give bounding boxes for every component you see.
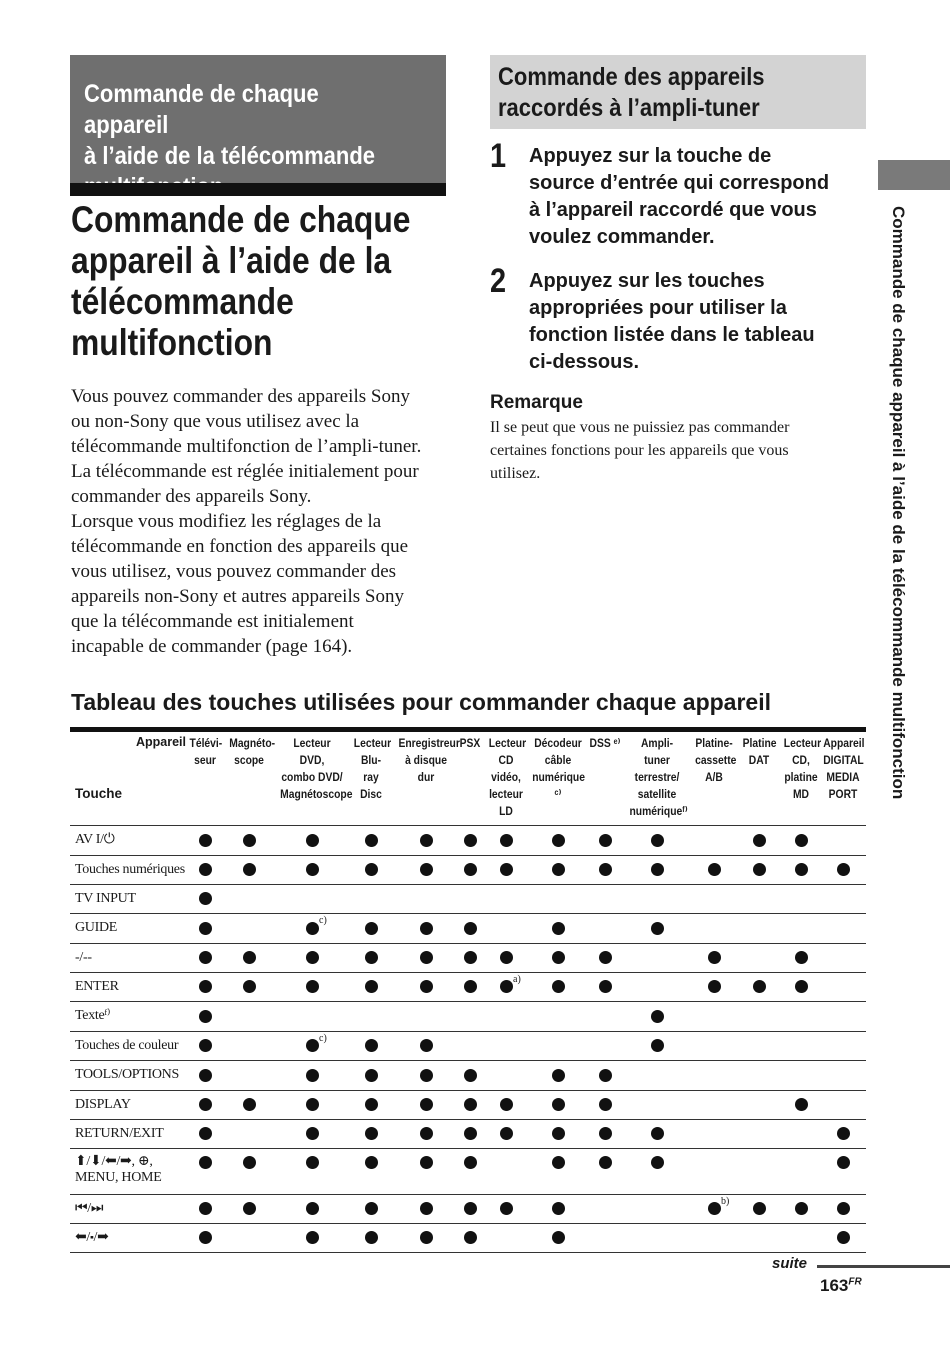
column-header: Décodeur câble numérique ᶜ⁾ [532, 736, 585, 801]
support-dot [837, 863, 850, 876]
table-title: Tableau des touches utilisées pour commander chaque appareil [71, 689, 771, 715]
support-dot [420, 1069, 433, 1082]
row-divider [70, 855, 866, 856]
support-dot [306, 1156, 319, 1169]
row-label: Texteᶠ⁾ [75, 1008, 111, 1023]
support-dot [795, 1202, 808, 1215]
support-dot [500, 863, 513, 876]
support-dot [753, 980, 766, 993]
row-divider [70, 1223, 866, 1224]
support-dot [753, 834, 766, 847]
support-dot [464, 1069, 477, 1082]
support-dot [795, 1098, 808, 1111]
support-dot [795, 834, 808, 847]
column-header: Lecteur CD, platine MD [783, 736, 822, 801]
support-dot [500, 951, 513, 964]
support-dot [306, 834, 319, 847]
support-dot [500, 1202, 513, 1215]
row-divider [70, 1119, 866, 1120]
table-top-rule [70, 727, 866, 732]
support-dot [199, 1069, 212, 1082]
support-dot [599, 1098, 612, 1111]
support-dot [753, 1202, 766, 1215]
support-dot [552, 1127, 565, 1140]
support-dot [365, 1127, 378, 1140]
support-dot [651, 1127, 664, 1140]
support-dot [306, 922, 319, 935]
row-label: RETURN/EXIT [75, 1125, 164, 1141]
support-dot [365, 1069, 378, 1082]
support-dot [420, 834, 433, 847]
support-dot [795, 980, 808, 993]
support-dot [243, 980, 256, 993]
row-label: ⬅/⬝/➡ [75, 1229, 109, 1245]
support-dot [306, 1127, 319, 1140]
support-dot [500, 1127, 513, 1140]
row-label: DISPLAY [75, 1096, 131, 1112]
footnote-mark: c) [319, 1032, 327, 1044]
column-header: DSS ᵉ⁾ [589, 736, 621, 750]
footnote-mark: a) [513, 973, 521, 985]
row-label: Touches numériques [75, 861, 185, 877]
section-header-title: Commande de chaque appareil à l’aide de la télécommande [84, 80, 376, 170]
support-dot [306, 1231, 319, 1244]
support-dot [199, 980, 212, 993]
chapter-side-label: Commande de chaque appareil à l’aide de la télécommande multifonction [889, 206, 908, 800]
row-label: TV INPUT [75, 890, 136, 906]
footnote-mark: c) [319, 915, 327, 926]
continued-label: suite [772, 1255, 808, 1272]
support-dot [306, 1069, 319, 1082]
support-dot [464, 1127, 477, 1140]
support-dot [552, 951, 565, 964]
support-dot [795, 951, 808, 964]
support-dot [365, 922, 378, 935]
column-header: Platine- cassette A/B [695, 736, 737, 784]
column-header: Lecteur Blu-ray Disc [353, 736, 392, 801]
row-divider [70, 1194, 866, 1195]
support-dot [500, 980, 513, 993]
support-dot [651, 1010, 664, 1023]
page-number-suffix: FR [848, 1276, 862, 1288]
support-dot [708, 980, 721, 993]
support-dot [708, 951, 721, 964]
support-dot [420, 1202, 433, 1215]
row-label: AV I/⏻ [75, 832, 115, 847]
support-dot [199, 1231, 212, 1244]
support-dot [552, 1202, 565, 1215]
support-dot [420, 951, 433, 964]
row-divider [70, 1148, 866, 1149]
support-dot [243, 951, 256, 964]
support-dot [365, 1231, 378, 1244]
support-dot [599, 951, 612, 964]
support-dot [464, 1098, 477, 1111]
support-dot [464, 834, 477, 847]
support-dot [365, 980, 378, 993]
support-dot [199, 1098, 212, 1111]
support-dot [795, 863, 808, 876]
support-dot [552, 1156, 565, 1169]
support-dot [306, 1039, 319, 1052]
support-dot [365, 1098, 378, 1111]
header-touche: Touche [75, 786, 122, 801]
column-header: Enregistreur à disque dur [398, 736, 460, 784]
support-dot [420, 1231, 433, 1244]
support-dot [500, 834, 513, 847]
page-number [820, 1276, 862, 1296]
column-header: Télévi- seur [189, 736, 223, 767]
support-dot [552, 1098, 565, 1111]
support-dot [243, 1098, 256, 1111]
support-dot [306, 980, 319, 993]
page-title: Commande de chaque appareil à l’aide de la télécommande multifonction [71, 199, 411, 363]
support-dot [464, 863, 477, 876]
row-divider [70, 1001, 866, 1002]
support-dot [420, 1098, 433, 1111]
row-label: GUIDE [75, 920, 118, 935]
note-text: Il se peut que vous ne puissiez pas commander certaines fonctions pour les appareils que vous utilisez. [490, 419, 790, 482]
subsection-header-box [490, 55, 866, 129]
row-label: ⬆/⬇/⬅/➡, ⊕, MENU, HOME [75, 1154, 162, 1185]
support-dot [306, 863, 319, 876]
row-divider [70, 1031, 866, 1032]
column-header: Magnéto- scope [229, 736, 276, 767]
support-dot [199, 1127, 212, 1140]
column-header: PSX [459, 736, 481, 750]
support-dot [651, 1039, 664, 1052]
support-dot [243, 1202, 256, 1215]
row-divider [70, 825, 866, 826]
support-dot [837, 1202, 850, 1215]
support-dot [420, 922, 433, 935]
support-dot [199, 863, 212, 876]
support-dot [365, 1202, 378, 1215]
step-number: 2 [490, 262, 507, 300]
support-dot [420, 863, 433, 876]
table-bottom-rule [70, 1252, 866, 1253]
support-dot [199, 834, 212, 847]
row-label: Touches de couleur [75, 1037, 179, 1053]
support-dot [199, 1202, 212, 1215]
note-heading: Remarque [490, 392, 583, 413]
row-divider [70, 972, 866, 973]
support-dot [199, 922, 212, 935]
page-number-value: 163 [820, 1276, 849, 1295]
support-dot [464, 951, 477, 964]
support-dot [599, 834, 612, 847]
support-dot [464, 922, 477, 935]
row-divider [70, 1060, 866, 1061]
column-header: Ampli-tuner terrestre/ satellite numériqueᶠ⁾ [629, 736, 688, 818]
column-header: Appareil DIGITAL MEDIA PORT [823, 736, 865, 801]
support-dot [753, 863, 766, 876]
row-label: TOOLS/OPTIONS [75, 1067, 179, 1082]
section-header-box [70, 55, 446, 183]
support-dot [243, 1156, 256, 1169]
footnote-mark: b) [721, 1195, 730, 1207]
support-dot [599, 863, 612, 876]
support-dot [365, 1039, 378, 1052]
row-divider [70, 1090, 866, 1091]
support-dot [552, 922, 565, 935]
support-dot [552, 834, 565, 847]
support-dot [464, 1156, 477, 1169]
support-dot [365, 951, 378, 964]
support-dot [243, 863, 256, 876]
support-dot [420, 980, 433, 993]
support-dot [199, 892, 212, 905]
support-dot [708, 1202, 721, 1215]
support-dot [599, 1127, 612, 1140]
step-text: Appuyez sur la touche de source d’entrée qui correspond à l’appareil raccordé que vous voulez commander. [529, 145, 830, 248]
column-header: Lecteur CD vidéo, lecteur LD [488, 736, 527, 818]
step-text: Appuyez sur les touches appropriées pour utiliser la fonction listée dans le tableau ci-dessous. [529, 270, 815, 373]
support-dot [199, 1010, 212, 1023]
subsection-title: Commande des appareils raccordés à l’ampli-tuner [498, 63, 765, 122]
support-dot [464, 1231, 477, 1244]
support-dot [651, 922, 664, 935]
support-dot [651, 1156, 664, 1169]
support-dot [708, 863, 721, 876]
support-dot [837, 1156, 850, 1169]
support-dot [552, 980, 565, 993]
support-dot [306, 1098, 319, 1111]
row-label: ⏮/⏭ [75, 1200, 104, 1216]
support-dot [199, 1039, 212, 1052]
intro-paragraph: Vous pouvez commander des appareils Sony ou non-Sony que vous utilisez avec la télécommande multifonction de l’ampli-tuner. La télécommande est réglée initialement pour commander des appareils Sony. Lorsque vous modifiez les réglages de la télécommande en fonction des appareils que vous utilisez, vous pouvez commander des appareils non-Sony et autres appareils Sony que la télécommande est initialement incapable de commander (page 164). [71, 386, 422, 657]
row-label: -/-- [75, 949, 92, 965]
support-dot [552, 1069, 565, 1082]
support-dot [365, 1156, 378, 1169]
support-dot [837, 1231, 850, 1244]
continued-line [817, 1265, 950, 1268]
step-number: 1 [490, 137, 507, 175]
support-dot [243, 834, 256, 847]
support-dot [552, 1231, 565, 1244]
support-dot [599, 1069, 612, 1082]
support-dot [365, 863, 378, 876]
support-dot [651, 834, 664, 847]
row-divider [70, 884, 866, 885]
support-dot [500, 1098, 513, 1111]
support-dot [552, 863, 565, 876]
support-dot [599, 1156, 612, 1169]
row-divider [70, 943, 866, 944]
support-dot [420, 1127, 433, 1140]
column-header: Lecteur DVD, combo DVD/ Magnétoscope [280, 736, 353, 801]
support-dot [199, 951, 212, 964]
support-dot [199, 1156, 212, 1169]
support-dot [420, 1039, 433, 1052]
support-dot [464, 1202, 477, 1215]
row-label: ENTER [75, 978, 119, 994]
chapter-tab [878, 160, 950, 190]
support-dot [365, 834, 378, 847]
support-dot [464, 980, 477, 993]
support-dot [420, 1156, 433, 1169]
row-divider [70, 913, 866, 914]
support-dot [306, 951, 319, 964]
header-appareil: Appareil [135, 735, 186, 749]
support-dot [837, 1127, 850, 1140]
support-dot [599, 980, 612, 993]
section-header-bar [70, 183, 446, 196]
column-header: Platine DAT [742, 736, 777, 767]
support-dot [306, 1202, 319, 1215]
support-dot [651, 863, 664, 876]
